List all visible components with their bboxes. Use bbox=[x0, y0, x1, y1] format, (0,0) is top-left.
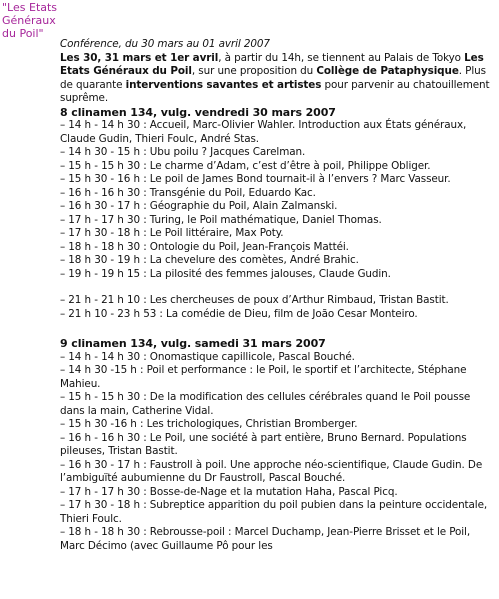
day-saturday bbox=[60, 337, 492, 553]
event-item: – 14 h 30 -15 h : Poil et performance : le Poil, le sportif et l’architecte, Stéphane Mahieu. bbox=[60, 364, 467, 390]
event-item: – 18 h - 18 h 30 : Ontologie du Poil, Jean-François Mattéi. bbox=[60, 240, 349, 253]
event-item: – 17 h - 17 h 30 : Bosse-de-Nage et la mutation Haha, Pascal Picq. bbox=[60, 485, 398, 498]
event-item: – 15 h - 15 h 30 : De la modification des cellules cérébrales quand le Poil pousse dans la main, Catherine Vidal. bbox=[60, 391, 471, 417]
event-item: – 18 h 30 - 19 h : La chevelure des comètes, André Brahic. bbox=[60, 254, 359, 266]
event-item: – 17 h 30 - 18 h : Subreptice apparition du poil pubien dans la peinture occidentale, Thieri Foulc. bbox=[60, 499, 488, 525]
event-item: – 18 h - 18 h 30 : Rebrousse-poil : Marcel Duchamp, Jean-Pierre Brisset et le Poil, Marc Décimo (avec Guillaume Pô pour les bbox=[60, 526, 471, 552]
event-item: – 17 h - 17 h 30 : Turing, le Poil mathématique, Daniel Thomas. bbox=[60, 213, 382, 226]
intro-highlight: interventions savantes et artistes bbox=[125, 78, 322, 91]
event-item: – 21 h 10 - 23 h 53 : La comédie de Dieu, film de João Cesar Monteiro. bbox=[60, 307, 418, 320]
event-item: – 15 h - 15 h 30 : Le charme d’Adam, c’est d’être à poil, Philippe Obliger. bbox=[60, 159, 431, 172]
schedule-gap bbox=[60, 281, 492, 294]
event-item: – 19 h - 19 h 15 : La pilosité des femmes jalouses, Claude Gudin. bbox=[60, 267, 391, 280]
day-heading: 8 clinamen 134, vulg. vendredi 30 mars 2007 bbox=[60, 105, 336, 119]
event-item: – 16 h 30 - 17 h : Faustroll à poil. Une approche néo-scientifique, Claude Gudin. De l’ambiguïté aubumienne du Dr Faustroll, Pascal Bouché. bbox=[60, 458, 483, 484]
section-gap bbox=[60, 321, 492, 337]
event-item: – 21 h - 21 h 10 : Les chercheuses de poux d’Arthur Rimbaud, Tristan Bastit. bbox=[60, 294, 449, 306]
intro-text: pour parvenir au chatouillement suprême. bbox=[60, 78, 490, 104]
event-item: – 16 h - 16 h 30 : Transgénie du Poil, Eduardo Kac. bbox=[60, 186, 316, 199]
conference-dates: Conférence, du 30 mars au 01 avril 2007 bbox=[60, 38, 270, 50]
intro-organizer: Collège de Pataphysique bbox=[316, 65, 459, 77]
event-item: – 17 h 30 - 18 h : Le Poil littéraire, Max Poty. bbox=[60, 227, 284, 239]
event-item: – 15 h 30 -16 h : Les trichologiques, Christian Bromberger. bbox=[60, 418, 358, 430]
intro-paragraph bbox=[60, 52, 492, 106]
event-item: – 14 h - 14 h 30 : Accueil, Marc-Olivier Wahler. Introduction aux États généraux, Claude Gudin, Thieri Foulc, André Stas. bbox=[60, 119, 467, 145]
event-item: – 16 h 30 - 17 h : Géographie du Poil, Alain Zalmanski. bbox=[60, 200, 338, 212]
intro-text: . Plus de quarante bbox=[60, 65, 486, 91]
event-item: – 14 h 30 - 15 h : Ubu poilu ? Jacques Carelman. bbox=[60, 146, 306, 158]
day-friday bbox=[60, 106, 492, 322]
article-body bbox=[60, 38, 492, 553]
intro-text: , sur une proposition du bbox=[191, 65, 317, 77]
intro-event-name: Les Etats Généraux du Poil bbox=[60, 51, 484, 77]
event-item: – 14 h - 14 h 30 : Onomastique capillicole, Pascal Bouché. bbox=[60, 350, 355, 363]
day-heading: 9 clinamen 134, vulg. samedi 31 mars 2007 bbox=[60, 337, 326, 350]
event-item: – 15 h 30 - 16 h : Le poil de James Bond tournait-il à l’envers ? Marc Vasseur. bbox=[60, 173, 451, 185]
page-title: "Les Etats Généraux du Poil" bbox=[2, 1, 58, 40]
intro-text: , à partir du 14h, se tiennent au Palais de Tokyo bbox=[218, 51, 465, 64]
intro-dates: Les 30, 31 mars et 1er avril bbox=[60, 51, 219, 64]
event-item: – 16 h - 16 h 30 : Le Poil, une société à part entière, Bruno Bernard. Populations pileuses, Tristan Bastit. bbox=[60, 431, 467, 457]
